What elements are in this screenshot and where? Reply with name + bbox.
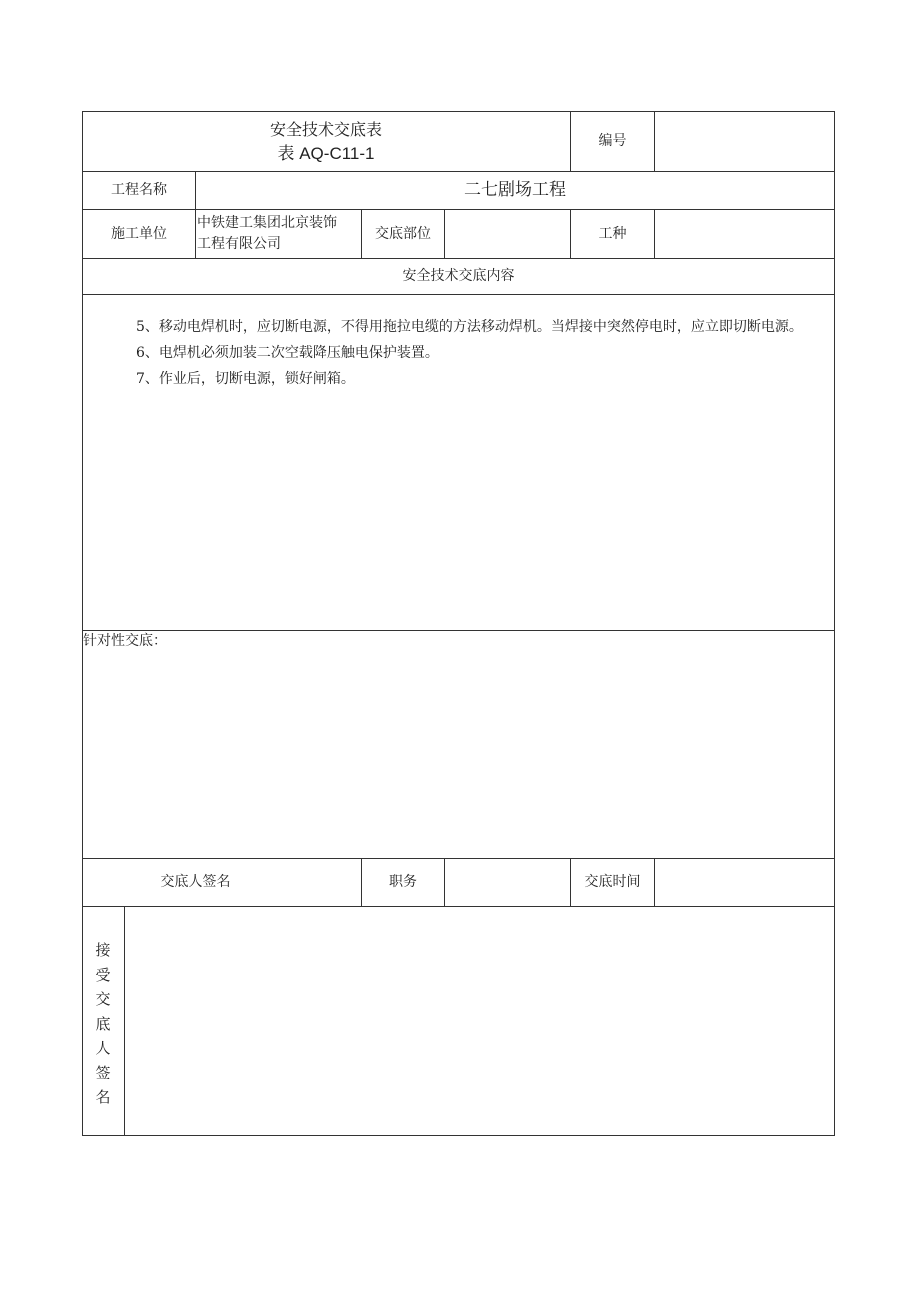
- trade-label: 工种: [598, 225, 627, 242]
- border-bottom: [82, 1135, 835, 1136]
- signer-label: 交底人签名: [160, 874, 231, 891]
- construction-unit-line-2: 工程有限公司: [197, 236, 281, 252]
- border-right: [834, 111, 835, 1136]
- safety-technical-disclosure-form: [82, 111, 835, 1136]
- disclosure-time-label: 交底时间: [584, 874, 641, 891]
- row-divider: [82, 630, 835, 631]
- project-name-value[interactable]: 二七剧场工程: [464, 180, 566, 201]
- position-label: 职务: [389, 874, 417, 891]
- content-item: 6、电焊机必须加装二次空载降压触电保护装置。: [136, 345, 439, 361]
- content-item: 5、移动电焊机时，应切断电源，不得用拖拉电缆的方法移动焊机。当焊接中突然停电时，应立即切断电源。: [136, 319, 803, 335]
- trade-field[interactable]: [655, 210, 834, 258]
- construction-unit-label: 施工单位: [111, 225, 167, 242]
- construction-unit-line-1: 中铁建工集团北京装饰: [197, 215, 337, 231]
- receiver-label-char: 名: [95, 1088, 111, 1106]
- content-header: 安全技术交底内容: [402, 268, 515, 285]
- position-field[interactable]: [445, 859, 570, 906]
- receiver-label-char: 底: [95, 1014, 111, 1033]
- receiver-label-char: 接: [95, 941, 111, 959]
- row-divider: [82, 294, 835, 295]
- construction-unit-value[interactable]: [196, 210, 362, 258]
- disclosure-content: [110, 314, 830, 392]
- disclosure-time-field[interactable]: [655, 859, 834, 906]
- number-field[interactable]: [655, 112, 834, 171]
- form-title: 安全技术交底表: [269, 120, 382, 139]
- handover-part-field[interactable]: [445, 210, 570, 258]
- receiver-signature-label: [82, 938, 124, 1110]
- number-label: 编号: [598, 133, 627, 150]
- receiver-signature-area[interactable]: [125, 907, 834, 1135]
- handover-part-label: 交底部位: [375, 225, 431, 242]
- receiver-label-char: 签: [95, 1063, 111, 1082]
- receiver-label-char: 交: [95, 990, 111, 1008]
- form-code: 表 AQ-C11-1: [277, 144, 375, 163]
- project-name-label: 工程名称: [111, 182, 167, 199]
- receiver-label-char: 受: [95, 965, 111, 984]
- targeted-disclosure-label: 针对性交底：: [83, 633, 167, 649]
- receiver-label-char: 人: [95, 1039, 111, 1057]
- content-item: 7、作业后，切断电源，锁好闸箱。: [136, 371, 355, 387]
